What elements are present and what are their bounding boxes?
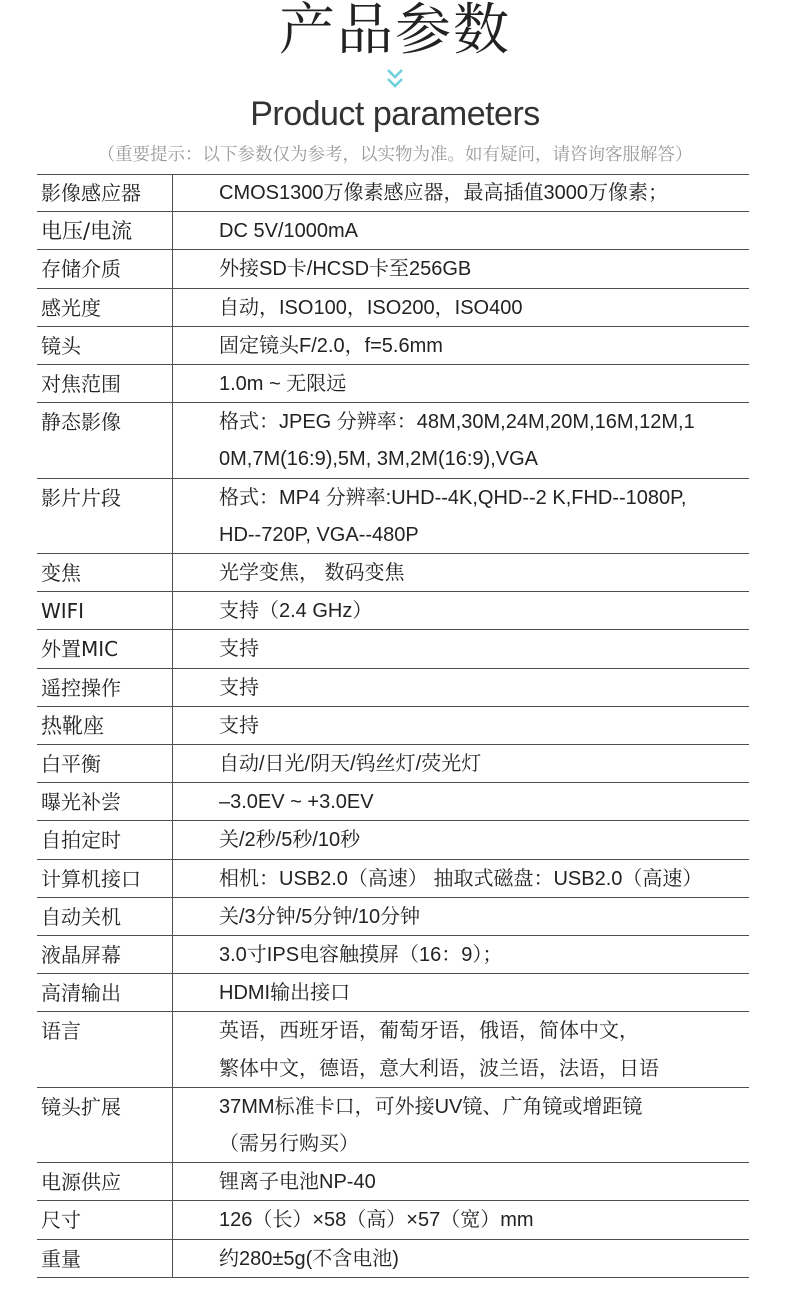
- spec-value: 126（长）×58（高）×57（宽）mm: [219, 1209, 534, 1232]
- spec-row: [37, 403, 749, 478]
- spec-label: 重量: [41, 1246, 81, 1271]
- column-divider: [172, 630, 173, 668]
- spec-label: 自拍定时: [41, 828, 121, 853]
- spec-label: 语言: [41, 1019, 81, 1044]
- spec-row: [37, 1012, 749, 1087]
- spec-row: [37, 250, 749, 288]
- spec-label: 计算机接口: [41, 866, 141, 891]
- spec-value: –3.0EV ~ +3.0EV: [219, 791, 374, 814]
- double-chevron-down-icon: [386, 68, 404, 90]
- spec-row: [37, 365, 749, 403]
- spec-value: 格式：MP4 分辨率:UHD--4K,QHD--2 K,FHD--1080P,: [219, 486, 687, 509]
- column-divider: [172, 554, 173, 592]
- spec-label: 高清输出: [41, 981, 121, 1006]
- spec-row: [37, 745, 749, 783]
- page-subtitle: Product parameters: [250, 95, 540, 133]
- spec-label: WIFI: [41, 599, 85, 624]
- column-divider: [172, 860, 173, 898]
- spec-row: [37, 898, 749, 936]
- spec-row: [37, 327, 749, 365]
- spec-row: [37, 707, 749, 745]
- spec-value: 关/3分钟/5分钟/10分钟: [219, 905, 421, 928]
- spec-value: 自动/日光/阴天/钨丝灯/荧光灯: [219, 753, 482, 775]
- column-divider: [172, 1201, 173, 1239]
- spec-value: 支持: [219, 638, 259, 661]
- column-divider: [172, 821, 173, 859]
- spec-value: 3.0寸IPS电容触摸屏（16：9）；: [219, 944, 503, 966]
- spec-row: [37, 1163, 749, 1201]
- spec-row: [37, 821, 749, 859]
- spec-value: 约280±5g(不含电池): [219, 1247, 399, 1270]
- spec-value: DC 5V/1000mA: [219, 220, 358, 243]
- spec-row: [37, 783, 749, 821]
- spec-label: 镜头扩展: [41, 1094, 121, 1119]
- spec-value: 37MM标准卡口，可外接UV镜、广角镜或增距镜: [219, 1095, 643, 1118]
- spec-value: HDMI输出接口: [219, 982, 351, 1005]
- spec-label: 外置MIC: [41, 637, 119, 662]
- spec-label: 感光度: [41, 295, 101, 320]
- spec-row: [37, 1088, 749, 1163]
- spec-label: 遥控操作: [41, 675, 121, 700]
- column-divider: [172, 327, 173, 365]
- spec-value: （需另行购买）: [219, 1132, 359, 1155]
- spec-label: 尺寸: [41, 1208, 81, 1233]
- spec-label: 自动关机: [41, 904, 121, 929]
- column-divider: [172, 1088, 173, 1163]
- column-divider: [172, 365, 173, 403]
- column-divider: [172, 1240, 173, 1278]
- column-divider: [172, 1163, 173, 1201]
- spec-row: [37, 630, 749, 668]
- column-divider: [172, 403, 173, 478]
- spec-row: [37, 669, 749, 707]
- spec-label: 对焦范围: [41, 372, 121, 396]
- spec-value: HD--720P, VGA--480P: [219, 523, 419, 546]
- column-divider: [172, 592, 173, 630]
- column-divider: [172, 174, 173, 212]
- column-divider: [172, 783, 173, 821]
- column-divider: [172, 745, 173, 783]
- spec-row: [37, 936, 749, 974]
- spec-value: 光学变焦， 数码变焦: [219, 562, 405, 584]
- spec-label: 影像感应器: [41, 181, 141, 205]
- spec-row: [37, 212, 749, 250]
- spec-label: 热靴座: [41, 713, 104, 738]
- page-title: 产品参数: [279, 0, 511, 63]
- column-divider: [172, 289, 173, 327]
- spec-row: [37, 479, 749, 554]
- column-divider: [172, 974, 173, 1012]
- spec-value: 锂离子电池NP-40: [219, 1171, 376, 1194]
- spec-value: 1.0m ~ 无限远: [219, 373, 347, 395]
- spec-value: 关/2秒/5秒/10秒: [219, 829, 361, 852]
- spec-value: 固定镜头F/2.0，f=5.6mm: [219, 334, 443, 357]
- column-divider: [172, 898, 173, 936]
- spec-label: 白平衡: [41, 752, 101, 776]
- spec-value: 自动，ISO100，ISO200，ISO400: [219, 296, 523, 319]
- spec-value: 相机：USB2.0（高速） 抽取式磁盘：USB2.0（高速）: [219, 867, 703, 890]
- spec-value: 支持: [219, 714, 259, 737]
- spec-row: [37, 289, 749, 327]
- spec-label: 电压/电流: [41, 219, 133, 244]
- column-divider: [172, 250, 173, 288]
- column-divider: [172, 707, 173, 745]
- spec-row: [37, 592, 749, 630]
- column-divider: [172, 1012, 173, 1087]
- spec-value: 0M,7M(16:9),5M, 3M,2M(16:9),VGA: [219, 448, 538, 471]
- column-divider: [172, 936, 173, 974]
- column-divider: [172, 669, 173, 707]
- spec-label: 液晶屏幕: [41, 943, 121, 967]
- spec-value: CMOS1300万像素感应器，最高插值3000万像素；: [219, 182, 668, 204]
- spec-row: [37, 974, 749, 1012]
- spec-value: 英语，西班牙语，葡萄牙语，俄语，简体中文，: [219, 1020, 639, 1043]
- disclaimer-note: （重要提示：以下参数仅为参考，以实物为准。如有疑问，请咨询客服解答）: [97, 145, 693, 165]
- column-divider: [172, 212, 173, 250]
- spec-value: 繁体中文，德语，意大利语，波兰语，法语，日语: [219, 1057, 659, 1080]
- spec-row: [37, 1201, 749, 1239]
- column-divider: [172, 479, 173, 554]
- spec-value: 格式：JPEG 分辨率：48M,30M,24M,20M,16M,12M,1: [219, 411, 695, 434]
- spec-label: 影片片段: [41, 485, 121, 510]
- spec-row: [37, 554, 749, 592]
- spec-value: 外接SD卡/HCSD卡至256GB: [219, 258, 472, 281]
- spec-label: 存储介质: [41, 257, 121, 282]
- spec-label: 曝光补尝: [41, 790, 121, 815]
- spec-value: 支持（2.4 GHz）: [219, 600, 373, 623]
- spec-value: 支持: [219, 676, 259, 699]
- spec-label: 镜头: [41, 333, 81, 358]
- spec-label: 电源供应: [41, 1170, 121, 1195]
- spec-label: 变焦: [41, 561, 81, 585]
- spec-row: [37, 174, 749, 212]
- spec-label: 静态影像: [41, 410, 121, 435]
- spec-row: [37, 860, 749, 898]
- spec-row: [37, 1240, 749, 1278]
